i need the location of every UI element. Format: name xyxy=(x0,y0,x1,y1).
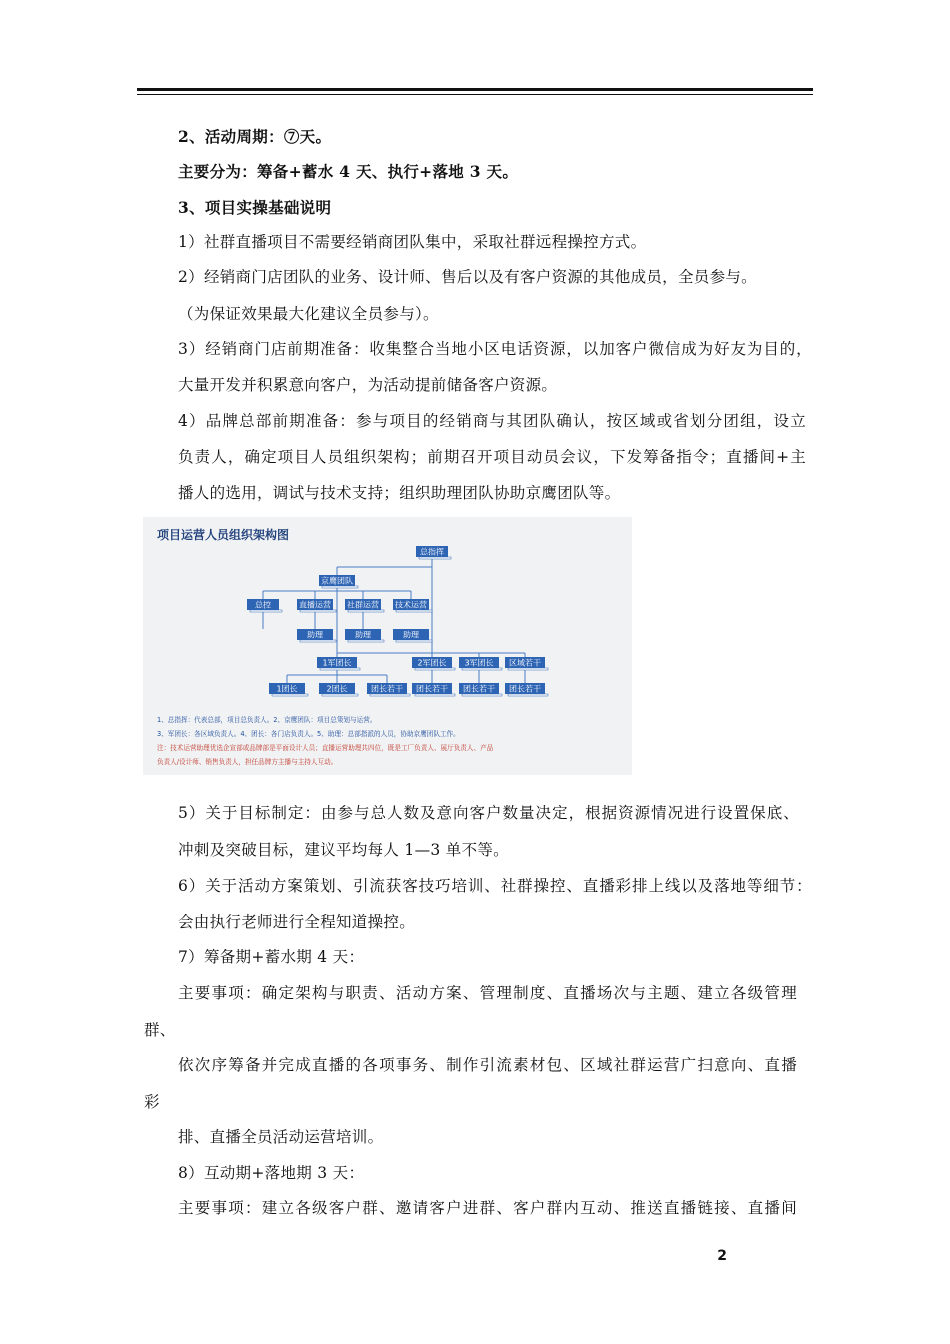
node-sqyy xyxy=(345,599,384,612)
svg-text:2团长: 2团长 xyxy=(326,684,348,694)
note-line-3: 注：技术运营助理优选企宣部或品牌部是平面设计人员；直播运营助理共四位，既是工厂负责人、展厅负责人、产品 xyxy=(157,744,494,752)
basics-item-6-line2: 会由执行老师进行全程知道操控。 xyxy=(178,913,416,931)
cycle-split-text: 主要分为：筹备+蓄水 4 天、执行+落地 3 天。 xyxy=(178,162,519,181)
svg-text:社群运营: 社群运营 xyxy=(347,600,379,610)
node-tr1 xyxy=(367,683,410,696)
node-zk xyxy=(247,599,282,612)
svg-text:助理: 助理 xyxy=(355,630,371,640)
svg-text:技术运营: 技术运营 xyxy=(395,600,427,610)
basics-item-1: 1）社群直播项目不需要经销商团队集中，采取社群远程操控方式。 xyxy=(178,233,647,251)
header-rule-thick xyxy=(137,88,813,91)
svg-text:2军团长: 2军团长 xyxy=(417,658,447,668)
svg-text:总控: 总控 xyxy=(255,600,271,610)
node-root xyxy=(416,546,451,559)
basics-item-7-line4: 彩 xyxy=(144,1093,160,1111)
basics-item-7-line5: 排、直播全员活动运营培训。 xyxy=(178,1128,384,1146)
org-chart-title: 项目运营人员组织架构图 xyxy=(157,528,290,542)
basics-item-7-heading: 7）筹备期+蓄水期 4 天： xyxy=(178,948,365,966)
basics-item-7-line1: 主要事项：确定架构与职责、活动方案、管理制度、直播场次与主题、建立各级管理 xyxy=(178,984,797,1002)
basics-item-3-line1: 3）经销商门店前期准备：收集整合当地小区电话资源，以加客户微信成为好友为目的， xyxy=(178,340,812,358)
basics-item-5-line1: 5）关于目标制定：由参与总人数及意向客户数量决定，根据资源情况进行设置保底、 xyxy=(178,804,799,822)
node-zl1 xyxy=(297,629,336,642)
node-j2 xyxy=(412,657,455,670)
svg-text:1团长: 1团长 xyxy=(276,684,298,694)
basics-item-5-line2: 冲刺及突破目标，建议平均每人 1—3 单不等。 xyxy=(178,841,509,859)
basics-item-3-line2: 大量开发并积累意向客户，为活动提前储备客户资源。 xyxy=(178,376,558,394)
org-chart-figure xyxy=(143,517,632,775)
svg-text:总指挥: 总指挥 xyxy=(420,547,444,557)
node-tr4 xyxy=(505,683,548,696)
node-zl2 xyxy=(345,629,384,642)
note-line-2: 3、军团长：各区域负责人。4、团长：各门店负责人。5、助理：总部指派的人员，协助京鹰团队工作。 xyxy=(157,730,460,738)
svg-text:直播运营: 直播运营 xyxy=(299,600,331,610)
node-qy xyxy=(505,657,548,670)
svg-text:助理: 助理 xyxy=(307,630,323,640)
svg-text:区域若干: 区域若干 xyxy=(509,658,541,668)
node-tr3 xyxy=(459,683,502,696)
svg-text:团长若干: 团长若干 xyxy=(416,684,448,694)
node-jsyy xyxy=(393,599,432,612)
node-zbyy xyxy=(297,599,336,612)
svg-text:3军团长: 3军团长 xyxy=(464,658,494,668)
basics-item-4-line3: 播人的选用，调试与技术支持；组织助理团队协助京鹰团队等。 xyxy=(178,484,621,502)
node-boxes xyxy=(247,546,548,696)
basics-item-2-note: （为保证效果最大化建议全员参与）。 xyxy=(178,305,439,323)
svg-text:团长若干: 团长若干 xyxy=(509,684,541,694)
basics-item-7-line2: 群、 xyxy=(144,1021,176,1039)
basics-item-6-line1: 6）关于活动方案策划、引流获客技巧培训、社群操控、直播彩排上线以及落地等细节： xyxy=(178,877,812,895)
svg-text:团长若干: 团长若干 xyxy=(463,684,495,694)
svg-text:团长若干: 团长若干 xyxy=(371,684,403,694)
node-zl3 xyxy=(393,629,432,642)
node-j1 xyxy=(317,657,360,670)
node-team xyxy=(319,575,358,588)
svg-text:京鹰团队: 京鹰团队 xyxy=(321,576,353,586)
svg-text:助理: 助理 xyxy=(403,630,419,640)
svg-text:1军团长: 1军团长 xyxy=(322,658,352,668)
page-number: 2 xyxy=(717,1248,727,1264)
node-tr2 xyxy=(412,683,455,696)
node-t2 xyxy=(319,683,358,696)
note-line-1: 1、总指挥：代表总部，项目总负责人。2、京鹰团队：项目总策划与运营。 xyxy=(157,716,377,724)
header-rule-thin xyxy=(137,94,813,95)
section-cycle-heading: 2、活动周期：⑦天。 xyxy=(178,127,332,146)
basics-item-4-line1: 4）品牌总部前期准备：参与项目的经销商与其团队确认，按区域或省划分团组，设立 xyxy=(178,412,806,430)
section-basics-heading: 3、项目实操基础说明 xyxy=(178,198,332,217)
org-chart xyxy=(143,517,632,775)
basics-item-7-line3: 依次序筹备并完成直播的各项事务、制作引流素材包、区域社群运营广扫意向、直播 xyxy=(178,1056,797,1074)
basics-item-4-line2: 负责人，确定项目人员组织架构；前期召开项目动员会议，下发筹备指令；直播间+主 xyxy=(178,448,806,466)
node-j3 xyxy=(459,657,502,670)
basics-item-8-line1: 主要事项：建立各级客户群、邀请客户进群、客户群内互动、推送直播链接、直播间 xyxy=(178,1199,797,1217)
basics-item-2: 2）经销商门店团队的业务、设计师、售后以及有客户资源的其他成员，全员参与。 xyxy=(178,268,757,286)
basics-item-8-heading: 8）互动期+落地期 3 天： xyxy=(178,1164,365,1182)
org-chart-notes xyxy=(157,715,494,767)
note-line-4: 负责人/设计师、销售负责人，担任品牌方主播与主持人互动。 xyxy=(157,758,338,766)
node-t1 xyxy=(269,683,308,696)
